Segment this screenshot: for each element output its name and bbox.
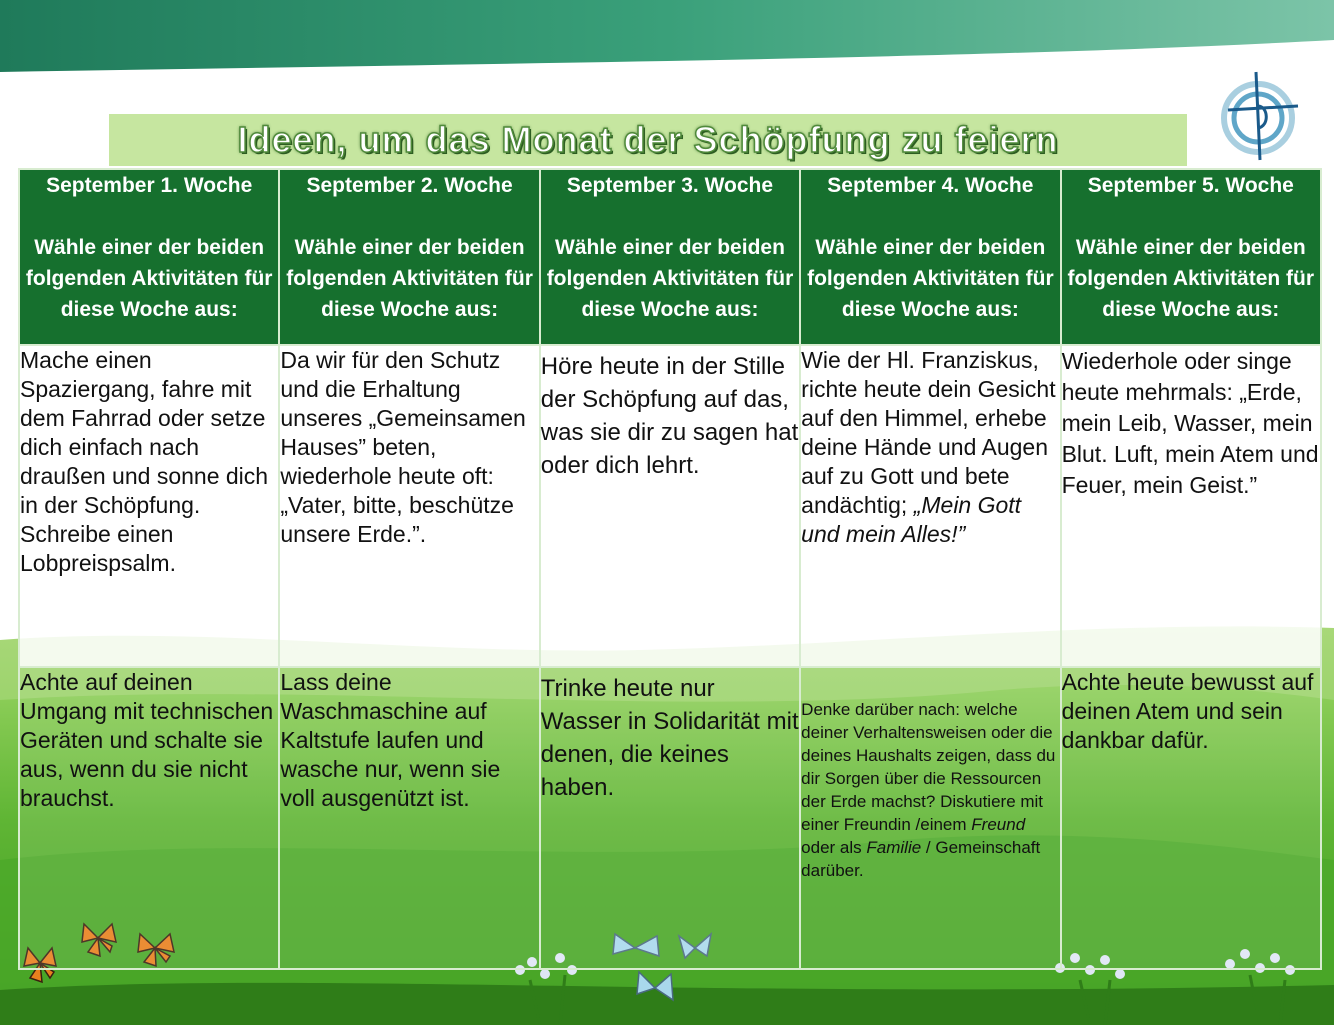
prayer-quote: „Mein Gott und mein Alles!” [801,492,1022,547]
activity-text: Höre heute in der Stille der Schöpfung auf das, was sie dir zu sagen hat oder dich lehrt. [540,353,799,479]
activity-cell [800,667,1060,969]
title-banner [109,114,1187,166]
activity-text: Denke darüber nach: welche deiner Verhaltensweisen oder die deines Haushalts zeigen, dass du dir Sorgen über die Ressourcen der Erde machst? Diskutiere mit einer Freundin /einem [801,700,1056,834]
week-header [540,169,800,345]
activity-text-italic: Familie [866,838,922,857]
week-instruction: Wähle einer der beiden folgenden Aktivitäten für diese Woche aus: [807,236,1054,321]
activity-cell: Da wir für den Schutz und die Erhaltung unseres „Gemeinsamen Hauses” beten, wiederhole heute oft: „Vater, bitte, beschütze unsere Erde.”. [279,345,539,667]
week-heading: September 5. Woche [1087,174,1294,197]
activity-cell [540,667,800,969]
activity-text: Wie der Hl. Franziskus, richte heute dein Gesicht auf den Himmel, erhebe deine Hände und Augen auf zu Gott und bete andächtig; [801,347,1056,518]
activity-cell: Achte heute bewusst auf deinen Atem und sein dankbar dafür. [1061,667,1321,969]
week-heading: September 3. Woche [566,174,774,197]
activity-text: Wiederhole oder singe heute mehrmals: „Erde, mein Leib, Wasser, mein Blut. Luft, mein Atem und Feuer, mein Geist.” [1061,348,1319,498]
week-instruction: Wähle einer der beiden folgenden Aktivitäten für diese Woche aus: [286,236,533,321]
page-title: Ideen, um das Monat der Schöpfung zu feiern [237,119,1059,160]
week-heading: September 4. Woche [827,174,1034,197]
weekly-plan-table [18,168,1322,970]
activity-cell [1061,345,1321,667]
week-instruction: Wähle einer der beiden folgenden Aktivitäten für diese Woche aus: [1067,236,1315,321]
activity-row-2 [19,667,1321,969]
week-instruction: Wähle einer der beiden folgenden Aktivitäten für diese Woche aus: [25,236,273,321]
activity-cell: Achte auf deinen Umgang mit technischen Geräten und schalte sie aus, wenn du sie nicht brauchst. [19,667,279,969]
activity-cell: Mache einen Spaziergang, fahre mit dem Fahrrad oder setze dich einfach nach draußen und sonne dich in der Schöpfung. Schreibe einen Lobpreispsalm. [19,345,279,667]
week-heading: September 2. Woche [306,174,513,197]
activity-text: oder als [801,838,862,857]
activity-cell [540,345,800,667]
activity-cell: Lass deine Waschmaschine auf Kaltstufe laufen und wasche nur, wenn sie voll ausgenützt ist. [279,667,539,969]
week-header [800,169,1060,345]
header-row [19,169,1321,345]
week-header [1061,169,1321,345]
logo-icon [1220,70,1302,162]
week-instruction: Wähle einer der beiden folgenden Aktivitäten für diese Woche aus: [546,236,794,321]
activity-cell [800,345,1060,667]
activity-text: Trinke heute nur Wasser in Solidarität mit denen, die keines haben. [540,675,799,801]
week-header [279,169,539,345]
activity-text-italic: Freund [971,815,1026,834]
activity-text: / Gemeinschaft darüber. [801,838,1041,880]
week-header [19,169,279,345]
activity-row-1 [19,345,1321,667]
week-heading: September 1. Woche [46,174,253,197]
